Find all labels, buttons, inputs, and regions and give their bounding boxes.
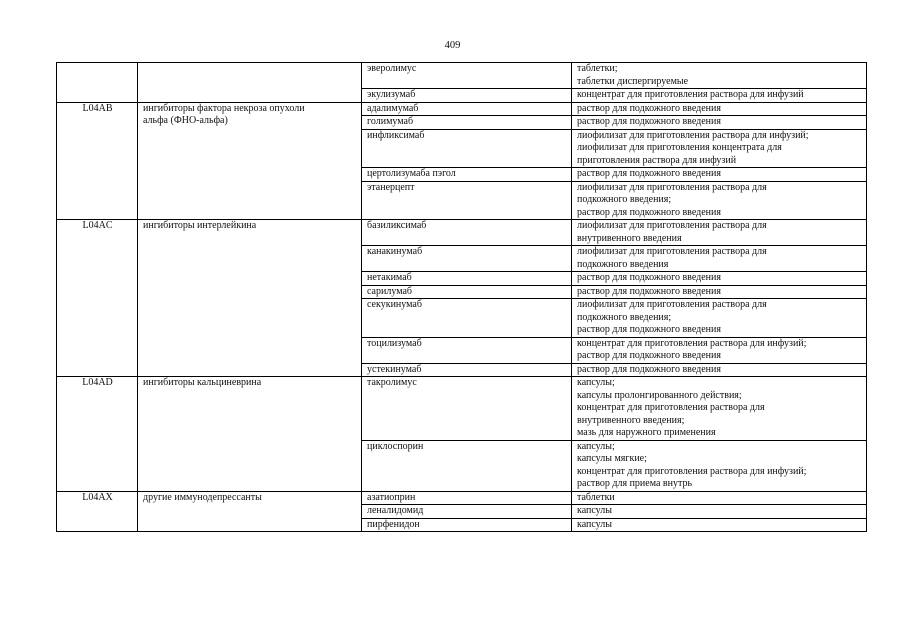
dosage-form-line: раствор для подкожного введения	[577, 168, 721, 179]
dosage-form-line: раствор для подкожного введения	[577, 285, 721, 297]
group-name-line: ингибиторы кальциневрина	[143, 377, 262, 388]
dosage-form-line: концентрат для приготовления раствора для инфузий	[577, 89, 804, 100]
dosage-form-cell	[572, 377, 867, 441]
dosage-form-line: подкожного введения;	[577, 311, 672, 323]
dosage-form-line: раствор для подкожного введения	[577, 272, 721, 283]
atc-code-cell	[57, 63, 138, 103]
table-row	[57, 377, 867, 441]
dosage-form-cell	[572, 89, 867, 103]
dosage-form-line: лиофилизат для приготовления раствора для	[577, 246, 767, 257]
dosage-form-line: капсулы пролонгированного действия;	[577, 389, 742, 401]
group-name-line: другие иммунодепрессанты	[143, 491, 262, 503]
dosage-form-line: концентрат для приготовления раствора для инфузий;	[577, 337, 807, 349]
group-name-cell	[138, 491, 362, 532]
drug-name-cell: тоцилизумаб	[362, 337, 572, 363]
group-name-line: ингибиторы фактора некроза опухоли	[143, 102, 305, 114]
dosage-form-cell	[572, 299, 867, 338]
dosage-form-cell	[572, 491, 867, 505]
dosage-form-line: лиофилизат для приготовления раствора для	[577, 299, 767, 310]
dosage-form-line: приготовления раствора для инфузий	[577, 154, 737, 166]
group-name-line: ингибиторы интерлейкина	[143, 220, 257, 231]
dosage-form-cell	[572, 337, 867, 363]
drug-name-cell: инфликсимаб	[362, 129, 572, 168]
dosage-form-cell	[572, 272, 867, 286]
table-row	[57, 63, 867, 89]
page-number: 409	[444, 40, 461, 51]
dosage-form-line: концентрат для приготовления раствора для инфузий;	[577, 465, 807, 477]
drug-name-cell: голимумаб	[362, 116, 572, 130]
dosage-form-line: капсулы мягкие;	[577, 453, 647, 464]
table-row	[57, 220, 867, 246]
dosage-form-line: капсулы	[577, 505, 612, 516]
atc-code-cell: L04AD	[57, 377, 138, 492]
dosage-form-line: капсулы;	[577, 377, 615, 388]
dosage-form-line: лиофилизат для приготовления концентрата для	[577, 142, 782, 153]
drug-name-cell: базиликсимаб	[362, 220, 572, 246]
dosage-form-cell	[572, 129, 867, 168]
dosage-form-cell	[572, 440, 867, 491]
dosage-form-line: таблетки диспергируемые	[577, 75, 689, 87]
dosage-form-cell	[572, 220, 867, 246]
dosage-form-line: лиофилизат для приготовления раствора для	[577, 181, 767, 193]
dosage-form-cell	[572, 505, 867, 519]
drug-name-cell: такролимус	[362, 377, 572, 441]
drug-name-cell: эверолимус	[362, 63, 572, 89]
dosage-form-cell	[572, 518, 867, 532]
dosage-form-cell	[572, 181, 867, 220]
dosage-form-line: подкожного введения	[577, 258, 669, 270]
dosage-form-cell	[572, 63, 867, 89]
drug-name-cell: адалимумаб	[362, 102, 572, 116]
dosage-form-line: раствор для подкожного введения	[577, 116, 721, 127]
dosage-form-line: раствор для подкожного введения	[577, 102, 721, 114]
dosage-form-line: раствор для приема внутрь	[577, 478, 693, 489]
dosage-form-line: концентрат для приготовления раствора для	[577, 402, 765, 413]
dosage-form-cell	[572, 285, 867, 299]
dosage-form-line: внутривенного введения;	[577, 414, 685, 426]
drug-name-cell: азатиоприн	[362, 491, 572, 505]
group-name-line: альфа (ФНО-альфа)	[143, 115, 228, 126]
atc-code-cell: L04AB	[57, 102, 138, 220]
dosage-form-line: таблетки;	[577, 63, 618, 74]
drug-name-cell: нетакимаб	[362, 272, 572, 286]
drug-name-cell: экулизумаб	[362, 89, 572, 103]
group-name-cell	[138, 102, 362, 220]
drug-name-cell: пирфенидон	[362, 518, 572, 532]
drug-name-cell: этанерцепт	[362, 181, 572, 220]
group-name-cell	[138, 377, 362, 492]
dosage-form-line: мазь для наружного применения	[577, 427, 716, 438]
dosage-form-line: подкожного введения;	[577, 194, 672, 205]
dosage-form-line: таблетки	[577, 491, 615, 503]
dosage-form-cell	[572, 363, 867, 377]
dosage-form-line: раствор для подкожного введения	[577, 350, 721, 361]
atc-code-cell: L04AX	[57, 491, 138, 532]
dosage-form-line: капсулы;	[577, 440, 615, 452]
drug-name-cell: канакинумаб	[362, 246, 572, 272]
dosage-form-line: внутривенного введения	[577, 232, 682, 244]
dosage-form-cell	[572, 102, 867, 116]
dosage-form-cell	[572, 116, 867, 130]
drug-name-cell: секукинумаб	[362, 299, 572, 338]
drug-name-cell: леналидомид	[362, 505, 572, 519]
drug-name-cell: циклоспорин	[362, 440, 572, 491]
drug-name-cell: сарилумаб	[362, 285, 572, 299]
table-body	[57, 63, 867, 532]
atc-code-cell: L04AC	[57, 220, 138, 377]
drug-table	[56, 62, 867, 532]
dosage-form-line: капсулы	[577, 518, 612, 530]
drug-name-cell: цертолизумаба пэгол	[362, 168, 572, 182]
dosage-form-line: раствор для подкожного введения	[577, 363, 721, 375]
dosage-form-line: раствор для подкожного введения	[577, 324, 721, 335]
table-row	[57, 102, 867, 116]
group-name-cell	[138, 220, 362, 377]
group-name-cell	[138, 63, 362, 103]
drug-name-cell: устекинумаб	[362, 363, 572, 377]
dosage-form-line: лиофилизат для приготовления раствора для	[577, 220, 767, 231]
dosage-form-line: раствор для подкожного введения	[577, 206, 721, 218]
dosage-form-line: лиофилизат для приготовления раствора для инфузий;	[577, 129, 809, 141]
dosage-form-cell	[572, 246, 867, 272]
table-row	[57, 491, 867, 505]
dosage-form-cell	[572, 168, 867, 182]
